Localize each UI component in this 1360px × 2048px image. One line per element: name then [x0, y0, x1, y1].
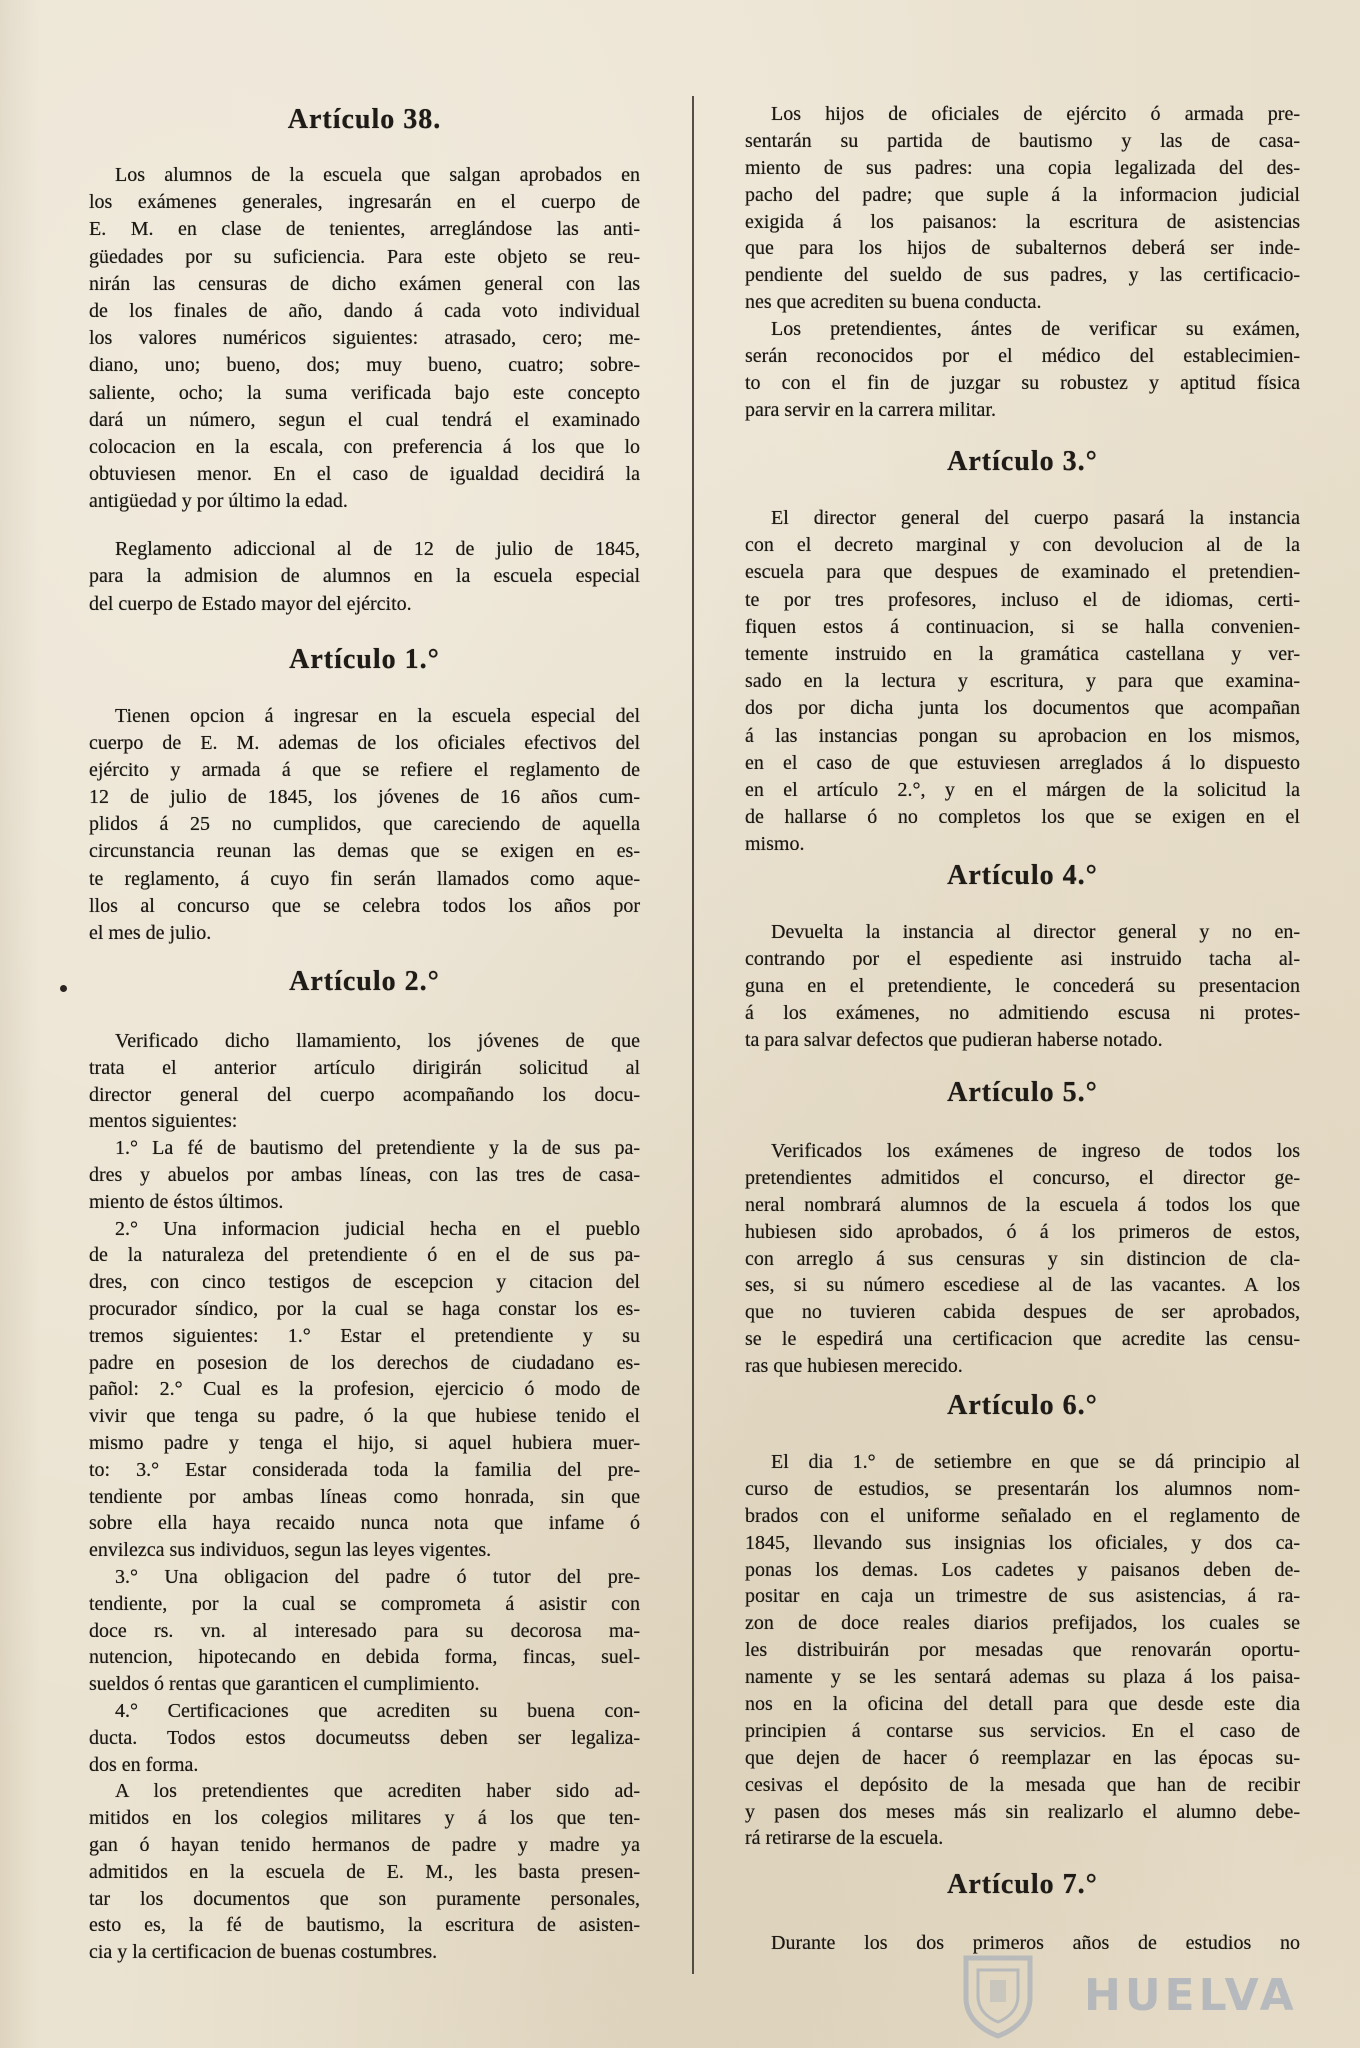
- text-line: dará un número, segun el cual tendrá el examinado: [89, 408, 640, 431]
- text-line: de los finales de año, dando á cada voto individual: [89, 299, 640, 322]
- text-line: director general del cuerpo acompañando los docu-: [89, 1083, 640, 1106]
- archive-seal-icon: [952, 1948, 1044, 2040]
- text-line: curso de estudios, se presentarán los alumnos nom-: [745, 1477, 1300, 1500]
- text-line: zon de doce reales diarios prefijados, los cuales se: [745, 1612, 1300, 1635]
- article-3-heading: Artículo 3.°: [947, 446, 1098, 477]
- text-line: de hallarse ó no completos los que se exigen en el: [745, 806, 1300, 829]
- article-2-body: [89, 1028, 640, 1966]
- text-line: antigüedad y por último la edad.: [89, 490, 348, 513]
- text-line: te por tres profesores, incluso el de idiomas, certi-: [745, 588, 1300, 611]
- text-line: nutencion, hipotecando en debida forma, fincas, suel-: [89, 1646, 640, 1669]
- paragraph: [89, 1564, 640, 1698]
- text-line: nirán las censuras de dicho exámen general con las: [89, 272, 640, 295]
- article-5-body: [745, 1138, 1300, 1380]
- text-line: en el artículo 2.°, y en el márgen de la solicitud la: [745, 778, 1300, 801]
- text-line: para servir en la carrera militar.: [745, 398, 996, 421]
- text-line: to: 3.° Estar considerada toda la familia del pre-: [89, 1458, 640, 1481]
- article-2-continuation: [745, 101, 1300, 424]
- text-line: 1.° La fé de bautismo del pretendiente y la de sus pa-: [115, 1137, 640, 1160]
- article-4-heading: Artículo 4.°: [947, 860, 1098, 891]
- text-line: 12 de julio de 1845, los jóvenes de 16 años cum-: [89, 786, 640, 809]
- text-line: se le espedirá una certificacion que acredite las censu-: [745, 1328, 1300, 1351]
- text-line: fiquen estos á continuacion, si se halla convenien-: [745, 615, 1300, 638]
- text-line: rá retirarse de la escuela.: [745, 1827, 944, 1850]
- text-line: E. M. en clase de tenientes, arreglándose las anti-: [89, 218, 640, 241]
- paragraph: [89, 162, 640, 515]
- text-line: plidos á 25 no cumplidos, que careciendo de aquella: [89, 813, 640, 836]
- text-line: cesivas el depósito de la mesada que han de recibir: [745, 1773, 1300, 1796]
- article-6-body: [745, 1449, 1300, 1852]
- text-line: padre en posesion de los derechos de ciudadano es-: [89, 1351, 640, 1374]
- text-line: á las instancias pongan su aprobacion en los mismos,: [745, 724, 1300, 747]
- column-divider: [692, 96, 694, 1974]
- text-line: El dia 1.° de setiembre en que se dá principio al: [771, 1451, 1300, 1473]
- paragraph: [89, 1778, 640, 1966]
- text-line: serán reconocidos por el médico del establecimien-: [745, 345, 1300, 368]
- text-line: brados con el uniforme señalado en el reglamento de: [745, 1504, 1300, 1527]
- text-line: de la naturaleza del pretendiente ó en el de sus pa-: [89, 1244, 640, 1267]
- text-line: ponas los demas. Los cadetes y paisanos deben de-: [745, 1558, 1300, 1581]
- article-4-body: [745, 919, 1300, 1054]
- text-line: temente instruido en la gramática castellana y ver-: [745, 642, 1300, 665]
- text-line: en el caso de que estuviesen arreglados á lo dispuesto: [745, 751, 1300, 774]
- text-line: circunstancia reunan las demas que se exigen en es-: [89, 840, 640, 863]
- article-2-heading: Artículo 2.°: [289, 966, 440, 997]
- article-1-heading: Artículo 1.°: [289, 644, 440, 675]
- text-line: hubiesen sido aprobados, ó á los primeros de estos,: [745, 1220, 1300, 1243]
- text-line: namente y se les sentará ademas su plaza á los paisa-: [745, 1666, 1300, 1689]
- text-line: vivir que tenga su padre, ó la que hubiese tenido el: [89, 1405, 640, 1428]
- text-line: pacho del padre; que suple á la informacion judicial: [745, 183, 1300, 206]
- text-line: Los hijos de oficiales de ejército ó armada pre-: [771, 103, 1300, 125]
- text-line: sado en la lectura y escritura, y para que examina-: [745, 670, 1300, 693]
- paragraph: [89, 1028, 640, 1135]
- text-line: les distribuirán por mesadas que renovarán oportu-: [745, 1639, 1300, 1662]
- text-line: diano, uno; bueno, dos; muy bueno, cuatro; sobre-: [89, 354, 640, 377]
- paragraph: [745, 505, 1300, 858]
- text-line: contrando por el espediente asi instruido tacha al-: [745, 948, 1300, 971]
- text-line: dres, con cinco testigos de escepcion y citacion del: [89, 1271, 640, 1294]
- text-line: cia y la certificacion de buenas costumbres.: [89, 1941, 438, 1964]
- text-line: pretendientes admitidos el concurso, el director ge-: [745, 1166, 1300, 1189]
- text-line: El director general del cuerpo pasará la instancia: [771, 507, 1300, 529]
- text-line: colocacion en la escala, con preferencia á los que lo: [89, 435, 640, 458]
- text-line: te reglamento, á cuyo fin serán llamados como aque-: [89, 867, 640, 890]
- text-line: 4.° Certificaciones que acrediten su buena con-: [115, 1699, 640, 1722]
- text-line: el mes de julio.: [89, 921, 212, 944]
- paragraph: [745, 1449, 1300, 1852]
- watermark-text: HUELVA: [1084, 1970, 1298, 2021]
- paragraph: [745, 316, 1300, 424]
- text-line: cuerpo de E. M. ademas de los oficiales efectivos del: [89, 732, 640, 755]
- text-line: para la admision de alumnos en la escuela especial: [89, 565, 640, 588]
- text-line: trata el anterior artículo dirigirán solicitud al: [89, 1056, 640, 1079]
- text-line: que no tuvieren cabida despues de ser aprobados,: [745, 1301, 1300, 1324]
- paragraph: [89, 1135, 640, 1215]
- text-line: mentos siguientes:: [89, 1110, 238, 1133]
- text-line: y pasen dos meses más sin realizarlo el alumno debe-: [745, 1800, 1300, 1823]
- text-line: sobre ella haya recaido nunca nota que infame ó: [89, 1512, 640, 1535]
- text-line: saliente, ocho; la suma verificada bajo este concepto: [89, 381, 640, 404]
- text-line: admitidos en la escuela de E. M., les basta presen-: [89, 1860, 640, 1883]
- text-line: sueldos ó rentas que garanticen el cumplimiento.: [89, 1673, 480, 1696]
- paragraph: [89, 1698, 640, 1778]
- text-line: que para los hijos de subalternos deberá ser inde-: [745, 237, 1300, 260]
- text-line: ducta. Todos estos documeutss deben ser legaliza-: [89, 1726, 640, 1749]
- text-line: los exámenes generales, ingresarán en el cuerpo de: [89, 191, 640, 214]
- text-line: escuela para que despues de examinado el pretendien-: [745, 561, 1300, 584]
- paragraph: [745, 1138, 1300, 1380]
- text-line: A los pretendientes que acrediten haber sido ad-: [115, 1780, 640, 1803]
- reglamento-title: [89, 536, 640, 618]
- text-line: Reglamento adiccional al de 12 de julio de 1845,: [115, 538, 640, 560]
- text-line: envilezca sus individuos, segun las leyes vigentes.: [89, 1539, 492, 1562]
- text-line: positar en caja un trimestre de sus asistencias, á ra-: [745, 1585, 1300, 1608]
- text-line: con arreglo á sus censuras y sin distincion de cla-: [745, 1247, 1300, 1270]
- text-line: sentarán su partida de bautismo y las de casa-: [745, 129, 1300, 152]
- ink-spot: [60, 985, 67, 992]
- text-line: Durante los dos primeros años de estudios no: [771, 1932, 1300, 1954]
- text-line: dos por dicha junta los documentos que acompañan: [745, 697, 1300, 720]
- text-line: ejército y armada á que se refiere el reglamento de: [89, 759, 640, 782]
- text-line: to con el fin de juzgar su robustez y aptitud física: [745, 371, 1300, 394]
- text-line: con el decreto marginal y con devolucion al de la: [745, 534, 1300, 557]
- text-line: exigida á los paisanos: la escritura de asistencias: [745, 210, 1300, 233]
- text-line: gan ó hayan tenido hermanos de padre y madre ya: [89, 1833, 640, 1856]
- text-line: llos al concurso que se celebra todos los años por: [89, 894, 640, 917]
- text-line: 1845, llevando sus insignias los oficiales, y dos ca-: [745, 1531, 1300, 1554]
- text-line: Verificados los exámenes de ingreso de todos los: [771, 1140, 1300, 1162]
- article-1-body: [89, 703, 640, 947]
- paragraph: [89, 1216, 640, 1564]
- text-line: del cuerpo de Estado mayor del ejército.: [89, 592, 412, 615]
- text-line: ras que hubiesen merecido.: [745, 1355, 963, 1378]
- text-line: á los exámenes, no admitiendo escusa ni protes-: [745, 1002, 1300, 1025]
- article-38-heading: Artículo 38.: [287, 104, 442, 135]
- text-line: Tienen opcion á ingresar en la escuela especial del: [115, 705, 640, 727]
- text-line: mismo.: [745, 833, 805, 856]
- text-line: mismo padre y tenga el hijo, si aquel hubiera muer-: [89, 1431, 640, 1454]
- text-line: esto es, la fé de bautismo, la escritura de asisten-: [89, 1914, 640, 1937]
- text-line: miento de éstos últimos.: [89, 1190, 284, 1213]
- article-3-body: [745, 505, 1300, 858]
- text-line: güedades por su suficiencia. Para este objeto se reu-: [89, 245, 640, 268]
- text-line: obtuviesen menor. En el caso de igualdad decidirá la: [89, 463, 640, 486]
- paragraph: [745, 919, 1300, 1054]
- text-line: miento de sus padres: una copia legalizada del des-: [745, 156, 1300, 179]
- text-line: Verificado dicho llamamiento, los jóvenes de que: [115, 1030, 640, 1052]
- text-line: tar los documentos que son puramente personales,: [89, 1887, 640, 1910]
- text-line: 2.° Una informacion judicial hecha en el pueblo: [115, 1217, 640, 1240]
- text-line: nes que acrediten su buena conducta.: [745, 291, 1042, 314]
- text-line: guna en el pretendiente, le concederá su presentacion: [745, 975, 1300, 998]
- text-line: dres y abuelos por ambas líneas, con las tres de casa-: [89, 1163, 640, 1186]
- text-line: tendiente por ambas líneas como honrada, sin que: [89, 1485, 640, 1508]
- text-line: principien á contarse sus servicios. En el caso de: [745, 1719, 1300, 1742]
- article-5-heading: Artículo 5.°: [947, 1077, 1098, 1108]
- text-line: Los pretendientes, ántes de verificar su exámen,: [771, 318, 1300, 341]
- text-line: pañol: 2.° Cual es la profesion, ejercicio ó modo de: [89, 1378, 640, 1401]
- text-line: ses, si su número escediese al de las vacantes. A los: [745, 1274, 1300, 1297]
- paragraph: [89, 703, 640, 947]
- text-line: tendiente, por la cual se comprometa á asistir con: [89, 1592, 640, 1615]
- article-7-heading: Artículo 7.°: [947, 1869, 1098, 1900]
- text-line: mitidos en los colegios militares y á los que ten-: [89, 1807, 640, 1830]
- text-line: pendiente del sueldo de sus padres, y las certificacio-: [745, 264, 1300, 287]
- text-line: tremos siguientes: 1.° Estar el pretendiente y su: [89, 1324, 640, 1347]
- article-6-heading: Artículo 6.°: [947, 1390, 1098, 1421]
- text-line: nos en la oficina del detall para que desde este dia: [745, 1693, 1300, 1716]
- text-line: que dejen de hacer ó reemplazar en las épocas su-: [745, 1746, 1300, 1769]
- text-line: neral nombrará alumnos de la escuela á todos los que: [745, 1193, 1300, 1216]
- text-line: 3.° Una obligacion del padre ó tutor del pre-: [115, 1565, 640, 1588]
- article-38-body: [89, 162, 640, 515]
- text-line: ta para salvar defectos que pudieran haberse notado.: [745, 1029, 1163, 1052]
- paragraph: [89, 536, 640, 618]
- text-line: procurador síndico, por la cual se haga constar los es-: [89, 1297, 640, 1320]
- text-line: dos en forma.: [89, 1753, 199, 1776]
- text-line: los valores numéricos siguientes: atrasado, cero; me-: [89, 327, 640, 350]
- text-line: doce rs. vn. al interesado para su decorosa ma-: [89, 1619, 640, 1642]
- paragraph: [745, 101, 1300, 316]
- text-line: Devuelta la instancia al director general y no en-: [771, 921, 1300, 943]
- text-line: Los alumnos de la escuela que salgan aprobados en: [115, 164, 640, 186]
